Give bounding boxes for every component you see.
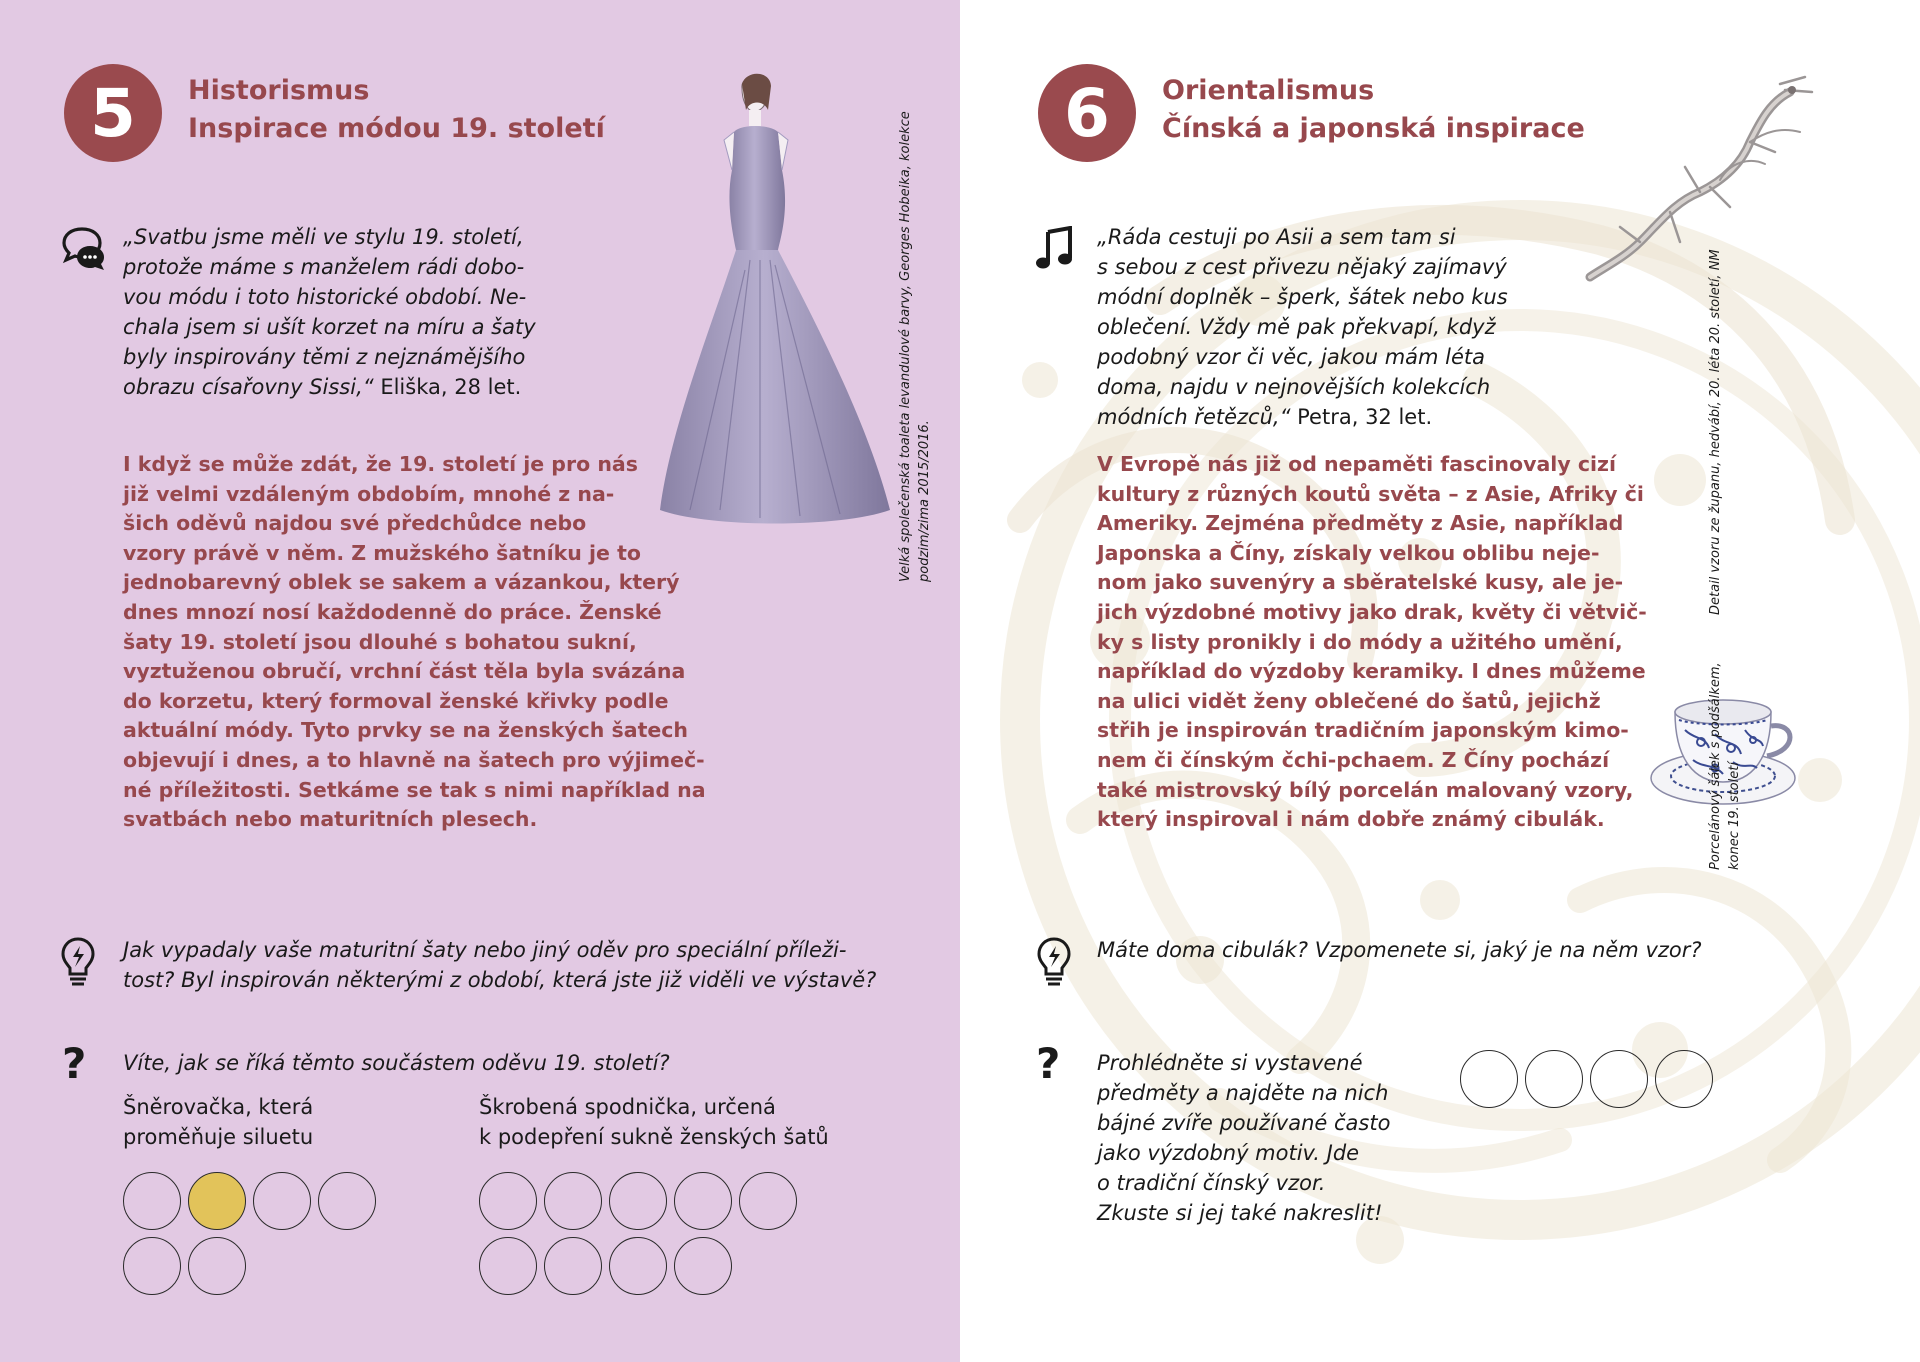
speech-bubbles-icon (62, 226, 110, 270)
letter-box[interactable] (1590, 1050, 1648, 1108)
section-number-5: 5 (64, 64, 162, 162)
letter-box[interactable] (1655, 1050, 1713, 1108)
reflection-question: Jak vypadaly vaše maturitní šaty nebo jiný oděv pro speciální příleži- tost? Byl inspirován některými z období, která jste již viděli ve výstavě? (123, 938, 877, 992)
section-body-text: V Evropě nás již od nepaměti fascinovaly cizí kultury z různých koutů světa – z Asie, Afriky či Ameriky. Zejména předměty z Asie, například Japonska a Číny, získaly velkou oblibu neje- nom jako suvenýry a sběratelské kusy, ale je- jich výzdobné motivy jako drak, květy či větvič- ky s listy pronikly i do módy a užitého umění, například do výzdoby keramiky. I dnes můžeme na ulici vidět ženy oblečené do šatů, jejichž střih je inspirován tradičním japonským kimo- nem či čínským čchi-pchaem. Z Číny pochází také mistrovský bílý porcelán malovaný vzory, který inspiroval i nám dobře známý cibulák. (1097, 452, 1647, 832)
letter-box[interactable] (188, 1237, 246, 1295)
teacup-caption: Porcelánový šálek s podšálkem, konec 19. století (1708, 662, 1742, 870)
letter-box[interactable] (544, 1237, 602, 1295)
quote-petra: „Ráda cestuji po Asii a sem tam si s sebou z cest přivezu nějaký zajímavý módní doplněk – šperk, šátek nebo kus oblečení. Vždy mě pak překvapí, když podobný vzor či věc, jakou mám léta doma, najdu v nejnovějších kolekcích módních řetězců,“ Petra, 32 let. (1097, 225, 1508, 429)
dragon-detail-illustration (1580, 72, 1820, 292)
music-note-icon (1036, 226, 1074, 270)
section-heading (188, 72, 605, 148)
letter-box[interactable] (609, 1172, 667, 1230)
letter-box[interactable] (1525, 1050, 1583, 1108)
section-body-text: I když se může zdát, že 19. století je pro nás již velmi vzdáleným obdobím, mnohé z na- šich oděvů najdou své předchůdce nebo vzory právě v něm. Z mužského šatníku je to jednobarevný oblek se sakem a vázankou, který dnes mnozí nosí každodenně do práce. Ženské šaty 19. století jsou dlouhé s bohatou sukní, vyztuženou obručí, vrchní část těla byla svázána do korzetu, který formoval ženské křivky podle aktuální módy. Tyto prvky se na ženských šatech objevují i dnes, a to hlavně na šatech pro výjimeč- né příležitosti. Setkáme se tak s nimi například na svatbách nebo maturitních plesech. (123, 452, 706, 832)
quote-author: Eliška, 28 let. (380, 375, 522, 399)
letter-box-hint[interactable] (188, 1172, 246, 1230)
section-subtitle: Inspirace módou 19. století (188, 113, 605, 144)
right-page (960, 0, 1920, 1362)
letter-box[interactable] (123, 1172, 181, 1230)
letter-box[interactable] (479, 1172, 537, 1230)
letter-box[interactable] (544, 1172, 602, 1230)
section-title: Orientalismus (1162, 75, 1375, 106)
gown-caption: Velká společenská toaleta levandulové barvy, Georges Hobeika, kolekce podzim/zima 2015/2016. (898, 111, 932, 582)
reflection-question: Máte doma cibulák? Vzpomenete si, jaký je na něm vzor? (1097, 938, 1702, 962)
letter-box[interactable] (1460, 1050, 1518, 1108)
dragon-caption: Detail vzoru ze županu, hedvábí, 20. léta 20. století, NM (1708, 249, 1723, 615)
section-title: Historismus (188, 75, 370, 106)
quote-eliska: „Svatbu jsme měli ve stylu 19. století, protože máme s manželem rádi dobo- vou módu i toto historické období. Ne- chala jsem si ušít korzet na míru a šaty byly inspirovány těmi z nejznámějšího obrazu císařovny Sissi,“ Eliška, 28 let. (123, 225, 536, 399)
letter-box[interactable] (739, 1172, 797, 1230)
lightbulb-icon (1036, 936, 1072, 990)
letter-box[interactable] (318, 1172, 376, 1230)
letter-box[interactable] (123, 1237, 181, 1295)
section-number-6: 6 (1038, 64, 1136, 162)
letter-box[interactable] (674, 1172, 732, 1230)
quiz-b-label: Škrobená spodnička, určená k podepření sukně ženských šatů (479, 1095, 829, 1149)
section-subtitle: Čínská a japonská inspirace (1162, 113, 1585, 144)
letter-box[interactable] (609, 1237, 667, 1295)
question-mark-icon: ? (62, 1039, 87, 1088)
letter-box[interactable] (479, 1237, 537, 1295)
quiz-question: Víte, jak se říká těmto součástem oděvu 19. století? (123, 1051, 670, 1075)
quiz-a-label: Šněrovačka, která proměňuje siluetu (123, 1095, 314, 1149)
question-mark-icon: ? (1036, 1039, 1061, 1088)
letter-box[interactable] (674, 1237, 732, 1295)
drawing-task: Prohlédněte si vystavené předměty a najděte na nich bájné zvíře používané často jako výzdobný motiv. Jde o tradiční čínský vzor. Zkuste si jej také nakreslit! (1097, 1051, 1391, 1225)
quote-author: Petra, 32 let. (1297, 405, 1433, 429)
section-heading (1162, 72, 1585, 148)
lightbulb-icon (60, 936, 96, 990)
letter-box[interactable] (253, 1172, 311, 1230)
